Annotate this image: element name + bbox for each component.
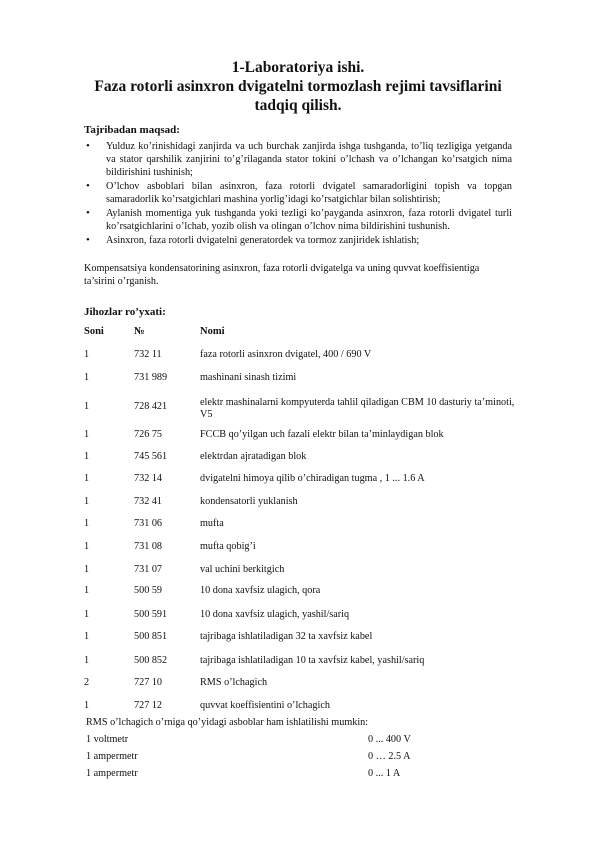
- row-qty: 1: [84, 372, 90, 383]
- row-number: 500 59: [134, 585, 163, 596]
- row-qty: 1: [84, 429, 90, 440]
- row-name: elektrdan ajratadigan blok: [200, 451, 307, 462]
- row-qty: 1: [84, 451, 90, 462]
- goal-paragraph: Kompensatsiya kondensatorining asinxron, faza rotorli dvigatelga va uning quvvat koeffisientiga ta’sirini o’rganish.: [84, 263, 480, 287]
- row-number: 500 852: [134, 655, 168, 666]
- row-qty: 1: [84, 349, 90, 360]
- rms-note: RMS o’lchagich o’rniga qo’yidagi asboblar ham ishlatilishi mumkin:: [86, 717, 369, 728]
- row-name: RMS o’lchagich: [200, 677, 268, 688]
- row-qty: 1: [84, 541, 90, 552]
- row-name: faza rotorli asinxron dvigatel, 400 / 690 V: [200, 349, 372, 360]
- row-name: mufta: [200, 518, 224, 529]
- row-number: 727 12: [134, 700, 163, 711]
- row-qty: 1: [84, 518, 90, 529]
- goal-bullet: • Asinxron, faza rotorli dvigatelni generatordek va tormoz zanjiridek ishlatish;: [84, 234, 512, 247]
- row-name: val uchini berkitgich: [200, 564, 285, 575]
- page-title: [60, 58, 536, 115]
- row-qty: 1: [84, 496, 90, 507]
- meter-name: 1 voltmetr: [86, 734, 129, 745]
- goal-bullet: • Aylanish momentiga yuk tushganda yoki tezligi ko’payganda asinxron, faza rotorli dvigatel turli ko’rsatgichlarini o’lchab, yozib olish va olingan o’lchov nima bildirishini tushunish.: [84, 207, 512, 233]
- row-name: quvvat koeffisientini o’lchagich: [200, 700, 330, 711]
- row-number: 732 14: [134, 473, 163, 484]
- row-name: FCCB qo’yilgan uch fazali elektr bilan ta’minlaydigan blok: [200, 429, 444, 440]
- meter-name: 1 ampermetr: [86, 751, 138, 762]
- row-number: 727 10: [134, 677, 163, 688]
- row-number: 732 11: [134, 349, 162, 360]
- row-qty: 1: [84, 564, 90, 575]
- row-name: elektr mashinalarni kompyuterda tahlil qiladigan CBM 10 dasturiy ta’minoti, V5: [200, 397, 515, 420]
- column-header-number: №: [134, 326, 145, 337]
- row-number: 728 421: [134, 401, 168, 412]
- meter-range: 0 ... 1 A: [368, 768, 401, 779]
- row-qty: 1: [84, 631, 90, 642]
- goal-heading: Tajribadan maqsad:: [84, 124, 180, 136]
- column-header-name: Nomi: [200, 326, 225, 337]
- meter-range: 0 … 2.5 A: [368, 751, 411, 762]
- row-number: 731 06: [134, 518, 163, 529]
- equipment-heading: Jihozlar ro’yxati:: [84, 306, 166, 318]
- row-qty: 1: [84, 609, 90, 620]
- row-name: mashinani sinash tizimi: [200, 372, 297, 383]
- row-qty: 2: [84, 677, 90, 688]
- row-name: tajribaga ishlatiladigan 10 ta xavfsiz kabel, yashil/sariq: [200, 655, 425, 666]
- row-qty: 1: [84, 473, 90, 484]
- row-number: 500 851: [134, 631, 168, 642]
- row-name: tajribaga ishlatiladigan 32 ta xavfsiz kabel: [200, 631, 373, 642]
- row-qty: 1: [84, 585, 90, 596]
- row-number: 731 08: [134, 541, 163, 552]
- row-number: 726 75: [134, 429, 163, 440]
- goal-bullet: • Yulduz ko’rinishidagi zanjirda va uch burchak zanjirda ishga tushganda, to’liq tezligiga yetganda va stator qarshilik zanjirini to’g’rilaganda stator tokini o’lchash va o’lchangan ko’rsatgich nima bildirishini tushinish;: [84, 140, 512, 179]
- row-number: 732 41: [134, 496, 163, 507]
- row-number: 500 591: [134, 609, 168, 620]
- goal-bullet: • O’lchov asboblari bilan asinxron, faza rotorli dvigatel samaradorligini topish va topgan samaradorlik ko’rsatgichlari mashina yorlig’idagi ko’rsatgichlar bilan solishtirish;: [84, 180, 512, 206]
- row-qty: 1: [84, 401, 90, 412]
- title-line-1: 1-Laboratoriya ishi.: [231, 59, 365, 76]
- row-number: 745 561: [134, 451, 168, 462]
- row-name: 10 dona xavfsiz ulagich, qora: [200, 585, 321, 596]
- row-name: mufta qobig’i: [200, 541, 256, 552]
- column-header-qty: Soni: [84, 326, 104, 337]
- row-name: 10 dona xavfsiz ulagich, yashil/sariq: [200, 609, 350, 620]
- row-number: 731 07: [134, 564, 163, 575]
- title-line-3: tadqiq qilish.: [254, 97, 342, 114]
- row-number: 731 989: [134, 372, 168, 383]
- row-qty: 1: [84, 700, 90, 711]
- row-name: kondensatorli yuklanish: [200, 496, 298, 507]
- row-name: dvigatelni himoya qilib o’chiradigan tugma , 1 ... 1.6 A: [200, 473, 425, 484]
- goal-bullet-list: [84, 140, 512, 248]
- title-line-2: Faza rotorli asinxron dvigatelni tormozlash rejimi tavsiflarini: [94, 78, 502, 95]
- meter-range: 0 ... 400 V: [368, 734, 411, 745]
- row-qty: 1: [84, 655, 90, 666]
- meter-name: 1 ampermetr: [86, 768, 138, 779]
